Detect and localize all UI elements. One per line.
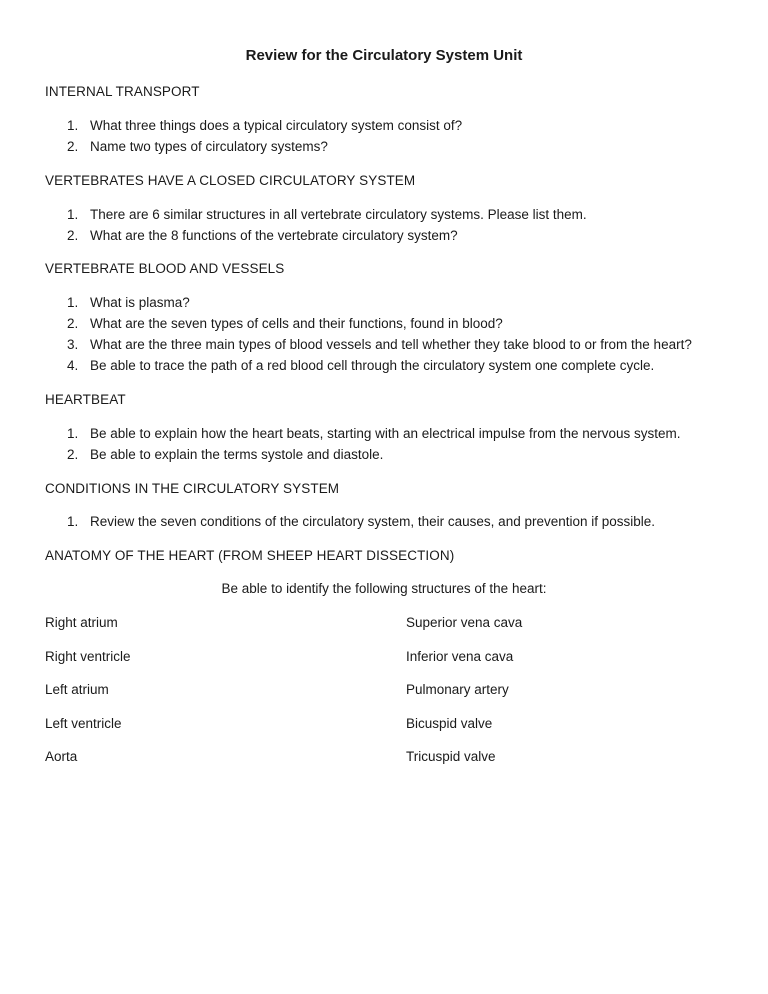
structure-item: Aorta <box>45 749 78 764</box>
structure-item: Pulmonary artery <box>406 682 509 697</box>
question-number: 1. <box>67 207 79 222</box>
question-text: What are the seven types of cells and their functions, found in blood? <box>90 316 503 331</box>
document-title: Review for the Circulatory System Unit <box>245 47 523 64</box>
question-number: 2. <box>67 228 79 243</box>
question-text: Be able to explain the terms systole and diastole. <box>90 447 384 462</box>
question-number: 2. <box>67 316 79 331</box>
question-item <box>0 138 768 159</box>
section-heading-closed-circulatory: VERTEBRATES HAVE A CLOSED CIRCULATORY SYSTEM <box>45 173 416 188</box>
question-list-heartbeat <box>0 425 768 467</box>
section-heading-anatomy: ANATOMY OF THE HEART (FROM SHEEP HEART DISSECTION) <box>45 548 455 563</box>
question-text: Name two types of circulatory systems? <box>90 139 328 154</box>
question-list-closed-circulatory <box>0 206 768 248</box>
structure-item: Superior vena cava <box>406 615 523 630</box>
section-heading-heartbeat: HEARTBEAT <box>45 392 126 407</box>
question-item <box>0 206 768 227</box>
question-item <box>0 446 768 467</box>
question-number: 2. <box>67 447 79 462</box>
question-list-blood-vessels <box>0 294 768 378</box>
question-number: 1. <box>67 514 79 529</box>
question-number: 4. <box>67 358 79 373</box>
structure-item: Inferior vena cava <box>406 649 514 664</box>
question-item <box>0 315 768 336</box>
question-item <box>0 357 768 378</box>
section-heading-internal-transport: INTERNAL TRANSPORT <box>45 84 200 99</box>
structure-item: Left ventricle <box>45 716 122 731</box>
question-text: There are 6 similar structures in all vertebrate circulatory systems. Please list them. <box>90 207 587 222</box>
question-item <box>0 425 768 446</box>
structure-item: Bicuspid valve <box>406 716 493 731</box>
question-item <box>0 513 768 534</box>
question-number: 1. <box>67 426 79 441</box>
question-item <box>0 294 768 315</box>
structure-item: Tricuspid valve <box>406 749 496 764</box>
structure-item: Right ventricle <box>45 649 131 664</box>
question-text: Be able to trace the path of a red blood cell through the circulatory system one complete cycle. <box>90 358 655 373</box>
question-list-internal-transport <box>0 117 768 159</box>
question-text: What are the three main types of blood vessels and tell whether they take blood to or from the heart? <box>90 337 692 352</box>
question-text: Be able to explain how the heart beats, starting with an electrical impulse from the nervous system. <box>90 426 681 441</box>
question-item <box>0 227 768 248</box>
question-list-conditions <box>0 513 768 534</box>
question-text: What three things does a typical circulatory system consist of? <box>90 118 463 133</box>
anatomy-instruction: Be able to identify the following structures of the heart: <box>221 581 547 596</box>
section-heading-conditions: CONDITIONS IN THE CIRCULATORY SYSTEM <box>45 481 340 496</box>
structure-item: Left atrium <box>45 682 109 697</box>
question-number: 2. <box>67 139 79 154</box>
section-heading-blood-vessels: VERTEBRATE BLOOD AND VESSELS <box>45 261 285 276</box>
question-text: What are the 8 functions of the vertebrate circulatory system? <box>90 228 458 243</box>
question-number: 3. <box>67 337 79 352</box>
question-item <box>0 117 768 138</box>
question-text: Review the seven conditions of the circulatory system, their causes, and prevention if possible. <box>90 514 656 529</box>
structure-item: Right atrium <box>45 615 118 630</box>
question-item <box>0 336 768 357</box>
question-number: 1. <box>67 295 79 310</box>
question-text: What is plasma? <box>90 295 190 310</box>
question-number: 1. <box>67 118 79 133</box>
